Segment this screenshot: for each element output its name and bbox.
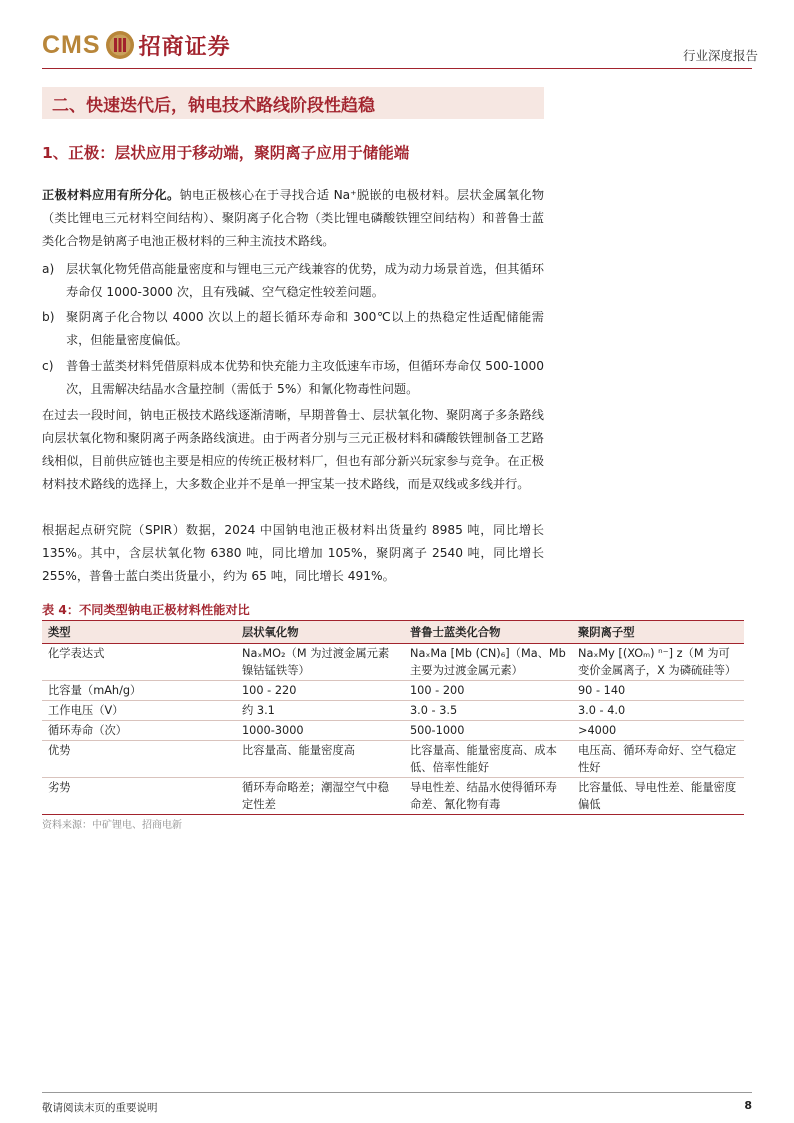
table-cell: NaₓMa [Mb (CN)₆]（Ma、Mb 主要为过渡金属元素） xyxy=(404,644,572,681)
logo-emblem-icon xyxy=(105,30,135,60)
list-item xyxy=(42,258,544,304)
document-type-label: 行业深度报告 xyxy=(682,48,758,63)
subsection-title: 1、正极：层状应用于移动端，聚阴离子应用于储能端 xyxy=(42,144,410,162)
table-cell: 90 - 140 xyxy=(572,681,744,701)
intro-paragraph xyxy=(42,184,544,253)
table-row xyxy=(42,741,744,778)
column-header: 类型 xyxy=(42,621,236,644)
list-item-text: 普鲁士蓝类材料凭借原料成本优势和快充能力主攻低速车市场，但循环寿命仅 500-1000 次，且需解决结晶水含量控制（需低于 5%）和氰化物毒性问题。 xyxy=(66,359,544,396)
list-marker: c) xyxy=(42,359,54,373)
table-cell: 3.0 - 4.0 xyxy=(572,701,744,721)
table-cell: 化学表达式 xyxy=(42,644,236,681)
list-marker: a) xyxy=(42,262,55,276)
table-cell: NaₓMO₂（M 为过渡金属元素镍钴锰铁等） xyxy=(236,644,404,681)
list-item-text: 聚阴离子化合物以 4000 次以上的超长循环寿命和 300℃以上的热稳定性适配储能需求，但能量密度偏低。 xyxy=(66,310,544,347)
table-cell: 导电性差、结晶水使得循环寿命差、氰化物有毒 xyxy=(404,778,572,815)
comparison-table xyxy=(42,620,744,815)
logo-text-cn: 招商证券 xyxy=(138,33,231,60)
table-cell: 循环寿命略差；潮湿空气中稳定性差 xyxy=(236,778,404,815)
table-cell: 循环寿命（次） xyxy=(42,721,236,741)
table-cell: 比容量（mAh/g） xyxy=(42,681,236,701)
list-item-text: 层状氧化物凭借高能量密度和与锂电三元产线兼容的优势，成为动力场景首选，但其循环寿命仅 1000-3000 次，且有残碱、空气稳定性较差问题。 xyxy=(66,262,544,299)
table-cell: >4000 xyxy=(572,721,744,741)
table-cell: 100 - 220 xyxy=(236,681,404,701)
header-divider xyxy=(42,68,752,69)
table-cell: 500-1000 xyxy=(404,721,572,741)
logo-text-en: CMS xyxy=(42,30,101,59)
page-header xyxy=(42,20,758,66)
table-cell: 比容量高、能量密度高、成本低、倍率性能好 xyxy=(404,741,572,778)
table-source-note: 资料来源：中矿锂电、招商电新 xyxy=(42,820,182,831)
table-cell: 3.0 - 3.5 xyxy=(404,701,572,721)
table-cell: 100 - 200 xyxy=(404,681,572,701)
table-cell: 优势 xyxy=(42,741,236,778)
intro-lead: 正极材料应用有所分化。 xyxy=(42,188,180,202)
column-header: 层状氧化物 xyxy=(236,621,404,644)
table-row xyxy=(42,681,744,701)
column-header: 普鲁士蓝类化合物 xyxy=(404,621,572,644)
table-row xyxy=(42,701,744,721)
table-cell: 比容量低、导电性差、能量密度偏低 xyxy=(572,778,744,815)
cms-logo xyxy=(42,28,231,62)
table-cell: NaₓMy [(XOₘ) ⁿ⁻] z（M 为可变价金属离子，X 为磷硫硅等） xyxy=(572,644,744,681)
table-cell: 约 3.1 xyxy=(236,701,404,721)
footer-divider xyxy=(42,1092,752,1093)
table-row xyxy=(42,644,744,681)
table-cell: 比容量高、能量密度高 xyxy=(236,741,404,778)
table-header-row xyxy=(42,621,744,644)
list-item xyxy=(42,355,544,401)
page-number: 8 xyxy=(744,1099,752,1112)
table-cell: 工作电压（V） xyxy=(42,701,236,721)
footer-notice: 敬请阅读末页的重要说明 xyxy=(42,1102,158,1114)
list-item xyxy=(42,306,544,352)
table-cell: 1000-3000 xyxy=(236,721,404,741)
section-title: 二、快速迭代后，钠电技术路线阶段性趋稳 xyxy=(52,96,375,116)
list-marker: b) xyxy=(42,310,55,324)
table-title: 表 4：不同类型钠电正极材料性能对比 xyxy=(42,603,250,617)
table-cell: 劣势 xyxy=(42,778,236,815)
table-row xyxy=(42,778,744,815)
table-row xyxy=(42,721,744,741)
shipment-data-paragraph: 根据起点研究院（SPIR）数据，2024 中国钠电池正极材料出货量约 8985 吨，同比增长 135%。其中，含层状氧化物 6380 吨，同比增加 105%，聚阴离子 2540 吨，同比增长 255%，普鲁士蓝白类出货量小，约为 65 吨，同比增长 491%。 xyxy=(42,523,544,583)
intro-text: 钠电正极核心在于寻找合适 Na⁺脱嵌的电极材料。层状金属氧化物（类比锂电三元材料空间结构）、聚阴离子化合物（类比锂电磷酸铁锂空间结构）和普鲁士蓝类化合物是钠离子电池正极材料的三种主流技术路线。 xyxy=(42,188,545,248)
table-cell: 电压高、循环寿命好、空气稳定性好 xyxy=(572,741,744,778)
column-header: 聚阴离子型 xyxy=(572,621,744,644)
route-evolution-paragraph: 在过去一段时间，钠电正极技术路线逐渐清晰，早期普鲁士、层状氧化物、聚阴离子多条路线向层状氧化物和聚阴离子两条路线演进。由于两者分别与三元正极材料和磷酸铁锂制备工艺路线相似，目前供应链也主要是相应的传统正极材料厂，但也有部分新兴玩家参与竞争。在正极材料技术路线的选择上，大多数企业并不是单一押宝某一技术路线，而是双线或多线并行。 xyxy=(42,408,544,491)
